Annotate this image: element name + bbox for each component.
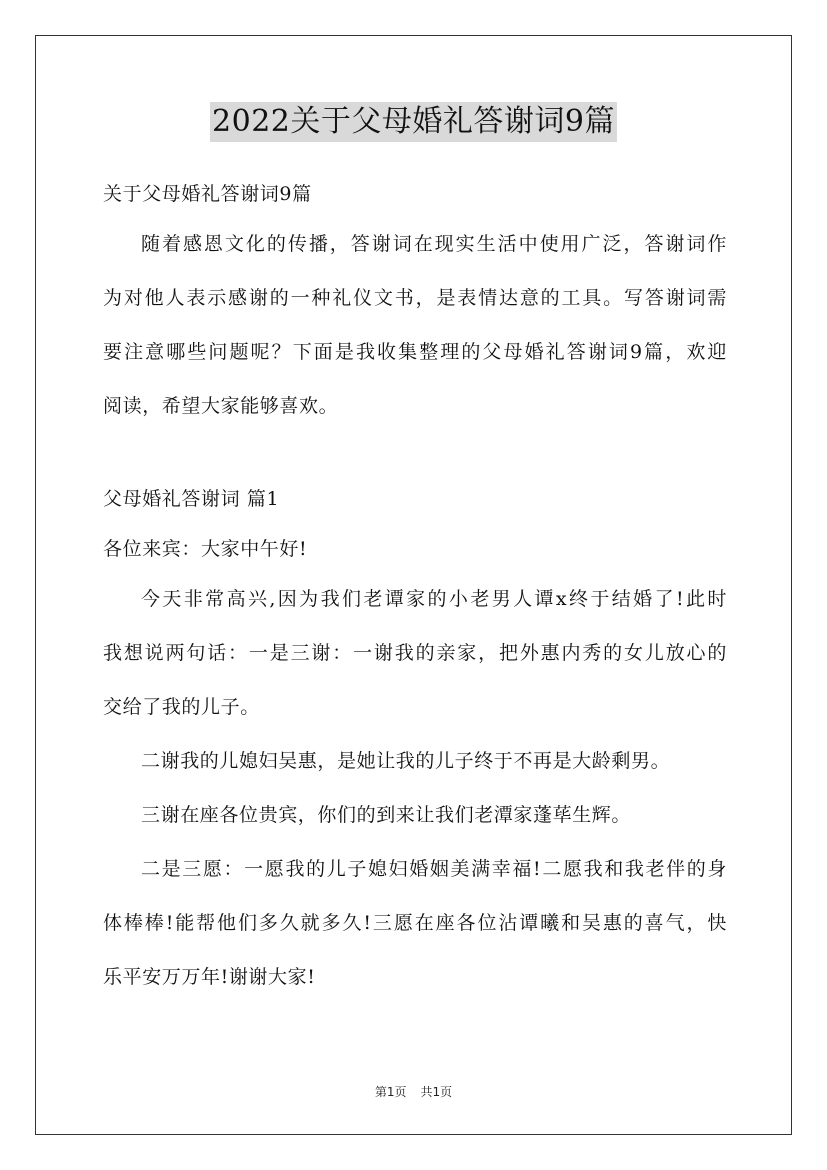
paragraph-2: 二谢我的儿媳妇吴惠，是她让我的儿子终于不再是大龄剩男。 — [141, 750, 671, 772]
intro-line-1: 随着感恩文化的传播，答谢词在现实生活中使用广泛，答谢词作 — [141, 233, 727, 255]
greeting: 各位来宾：大家中午好! — [103, 538, 308, 560]
paragraph-3: 三谢在座各位贵宾，你们的到来让我们老潭家蓬荜生辉。 — [141, 804, 632, 826]
intro-line-2: 为对他人表示感谢的一种礼仪文书，是表情达意的工具。写答谢词需 — [103, 287, 727, 309]
paragraph-4-line-1: 二是三愿：一愿我的儿子媳妇婚姻美满幸福!二愿我和我老伴的身 — [141, 858, 727, 880]
intro-line-4: 阅读，希望大家能够喜欢。 — [103, 395, 339, 417]
page-number: 第1页 — [374, 1085, 407, 1099]
page-footer — [0, 1083, 827, 1100]
paragraph-4-line-3: 乐平安万万年!谢谢大家! — [103, 966, 316, 988]
document-title: 2022关于父母婚礼答谢词9篇 — [210, 102, 617, 142]
paragraph-1-line-2: 我想说两句话：一是三谢：一谢我的亲家，把外惠内秀的女儿放心的 — [103, 642, 727, 664]
intro-line-3: 要注意哪些问题呢？下面是我收集整理的父母婚礼答谢词9篇，欢迎 — [103, 341, 727, 363]
document-body — [103, 174, 727, 997]
paragraph-4-line-2: 体棒棒!能帮他们多久就多久!三愿在座各位沾谭曦和吴惠的喜气，快 — [103, 912, 727, 934]
paragraph-1-line-3: 交给了我的儿子。 — [103, 696, 260, 718]
subtitle: 关于父母婚礼答谢词9篇 — [103, 183, 312, 205]
paragraph-1-line-1: 今天非常高兴,因为我们老谭家的小老男人谭x终于结婚了!此时 — [141, 588, 727, 610]
section-heading: 父母婚礼答谢词 篇1 — [103, 488, 280, 510]
page-total: 共1页 — [420, 1085, 453, 1099]
title-wrap — [0, 102, 827, 142]
